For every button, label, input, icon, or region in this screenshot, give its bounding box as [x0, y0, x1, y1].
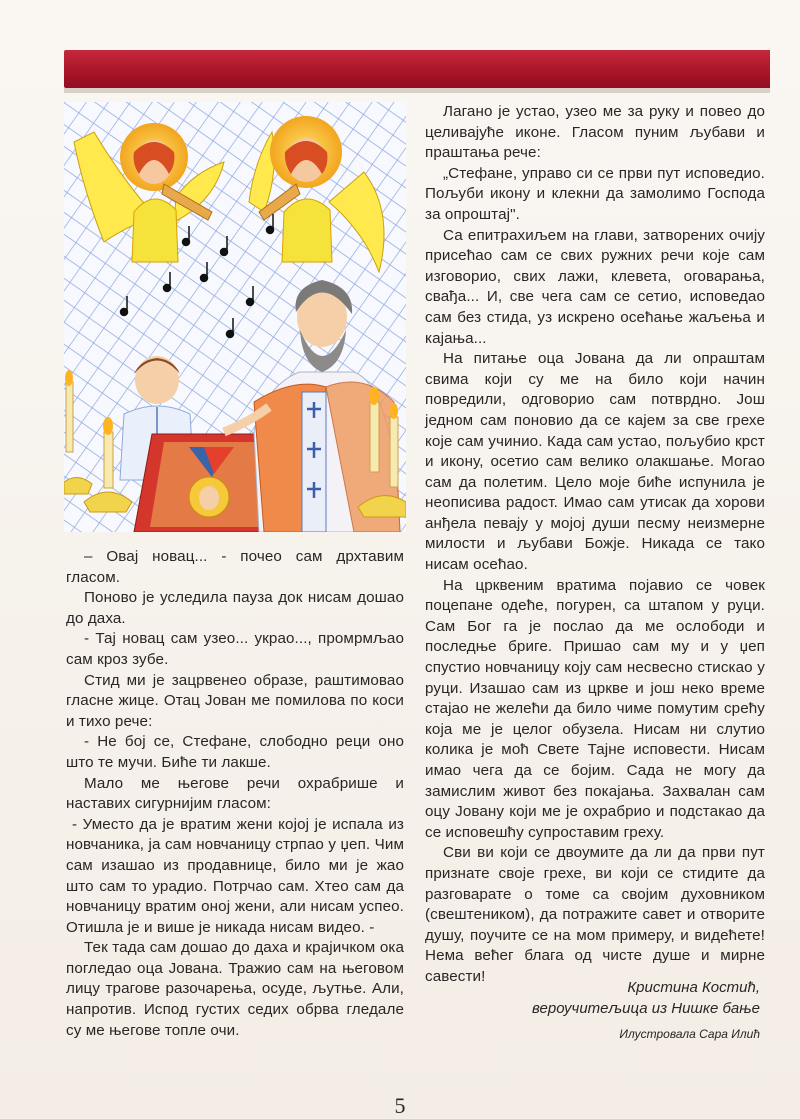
paragraph: На црквеним вратима појавио се човек поцепане одеће, погурен, са штапом у руци. Сам Бог га је послао да ме ослободи и последње бриге. Пришао сам му и у џеп спустио новчаницу коју сам несвесно стискао у руци. Изашао сам из цркве и још неко време стајао не желећи да било чиме помутим срећу која ме је целог обузела. Нисам ни слутио колика је моћ Свете Тајне исповести. Нисам имао чега да се бојим. Сада не могу да замислим живот без покајања. Захвалан сам оцу Јовану који ме је охрабрио и подстакао да се исповешћу супроставим греху.	[425, 576, 765, 841]
paragraph: Мало ме његове речи охрабрише и наставих сигурнијим гласом:	[66, 774, 404, 813]
paragraph: „Стефане, управо си се први пут исповедио. Пољуби икону и клекни да замолимо Господа за опроштај".	[425, 164, 765, 223]
paragraph: Са епитрахиљем на глави, затворених очију присећао сам се свих ружних речи које сам изговорио, свих лажи, клевета, оговарања, свађа... И, све чега сам се сетио, исповедао сам без стида, уз искрено осећање жаљења и кајања...	[425, 226, 765, 347]
illustration	[64, 102, 406, 532]
right-column-text	[425, 102, 765, 988]
confession-drawing	[64, 102, 406, 532]
paragraph: Сви ви који се двоумите да ли да први пут признате своје грехе, ви који се стидите да разговарате о томе са својим духовником (свештеником), да потражите савет и отворите душу, поучите се на мом примеру, и видећете! Нема већег блага од чисте душе и мирне савести!	[425, 844, 765, 985]
page-number: 5	[394, 1093, 406, 1118]
paragraph: - Тај новац сам узео... украо..., промрмљао сам кроз зубе.	[66, 630, 404, 668]
illustrator-credit: Илустровала Сара Илић	[619, 1027, 760, 1041]
paragraph: На питање оца Јована да ли опраштам свима који су ме на било који начин повредили, одговорио сам потврдно. Још једном сам поновио да се кајем за све грехе које сам учинио. Када сам устао, пољубио крст и икону, осетио сам велико олакшање. Могао сам да полетим. Цело моје биће испунила је неописива радост. Имао сам утисак да хорови анђела певају у мојој души песму неизмерне милости и љубави Божје. Никада се тако нисам осећао.	[425, 350, 765, 574]
paragraph: – Овај новац... - почео сам дрхтавим гласом.	[66, 548, 404, 586]
paragraph: Поново је уследила пауза док нисам дошао до даха.	[66, 589, 404, 627]
paragraph: Тек тада сам дошао до даха и крајичком ока погледао оца Јована. Тражио сам на његовом лицу трагове разочарења, осуде, љутње. Али, напротив. Испод густих седих обрва гледале су ме његове топле очи.	[66, 939, 404, 1039]
author-name: Кристина Костић,	[627, 979, 760, 996]
paragraph: - Уместо да је вратим жени којој је испала из новчаника, ја сам новчаницу стрпао у џеп. Чим сам изашао из продавнице, било ми је жао што сам то урадио. Потрчао сам. Хтео сам да новчаницу вратим оној жени, али нисам успео. Отишла је и више је никада нисам видео. -	[66, 815, 404, 936]
paragraph: Лагано је устао, узео ме за руку и повео до целивајуће иконе. Гласом пуним љубави и праштања рече:	[425, 103, 765, 162]
author-role: вероучитељица из Нишке бање	[532, 1000, 760, 1017]
paragraph: Стид ми је зацрвенео образе, раштимовао гласне жице. Отац Јован ме помилова по коси и тихо рече:	[66, 671, 404, 730]
header-bar	[64, 50, 770, 88]
paragraph: - Не бој се, Стефане, слободно реци оно што те мучи. Биће ти лакше.	[66, 733, 404, 771]
left-column-text	[66, 547, 404, 1041]
